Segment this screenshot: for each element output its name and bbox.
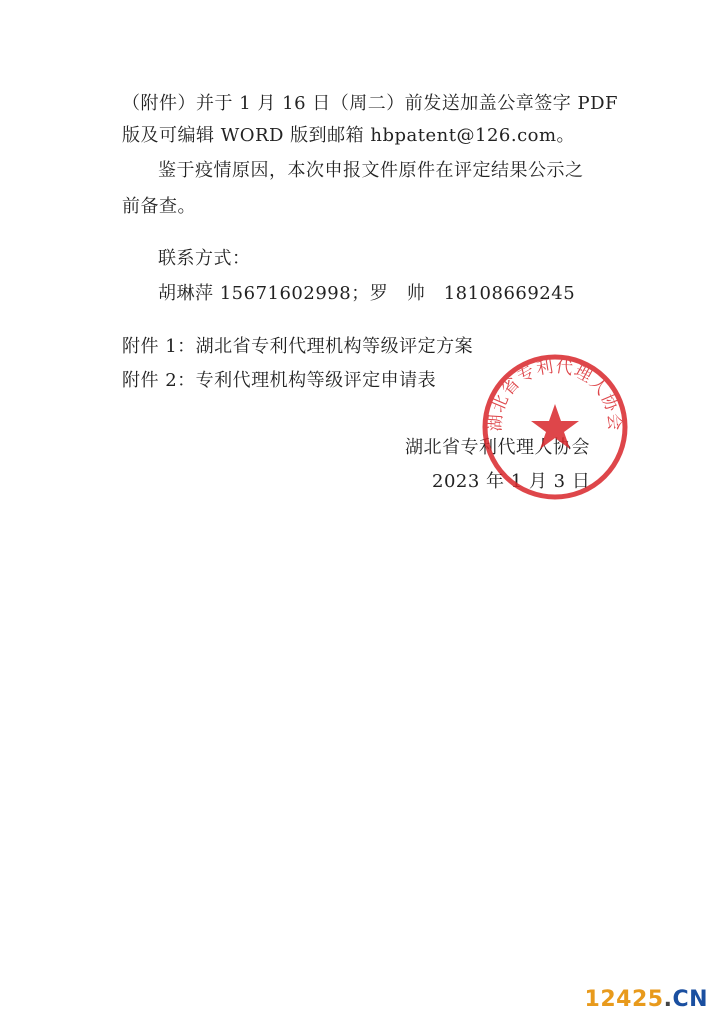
body-line-2: 版及可编辑 WORD 版到邮箱 hbpatent@126.com。 xyxy=(122,125,576,146)
watermark-suffix: CN xyxy=(672,987,708,1012)
site-watermark xyxy=(585,987,708,1012)
watermark-number: 12425 xyxy=(584,987,664,1012)
body-line-4: 前备查。 xyxy=(122,196,196,217)
contact-heading: 联系方式： xyxy=(158,248,251,269)
seal-star-icon xyxy=(531,404,579,449)
body-line-1: （附件）并于 1 月 16 日（周二）前发送加盖公章签字 PDF xyxy=(122,93,618,114)
attachment-1: 附件 1：湖北省专利代理机构等级评定方案 xyxy=(122,336,474,357)
attachment-2: 附件 2：专利代理机构等级评定申请表 xyxy=(122,370,437,391)
contact-details: 胡琳萍 15671602998；罗 帅 18108669245 xyxy=(158,283,576,304)
signature-organization: 湖北省专利代理人协会 xyxy=(405,437,590,458)
watermark-dot: . xyxy=(663,987,673,1012)
seal-text: 湖北省专利代理人协会 xyxy=(485,356,625,433)
body-line-3: 鉴于疫情原因，本次申报文件原件在评定结果公示之 xyxy=(158,160,584,181)
signature-date: 2023 年 1 月 3 日 xyxy=(432,471,591,492)
official-seal-stamp xyxy=(480,352,630,502)
